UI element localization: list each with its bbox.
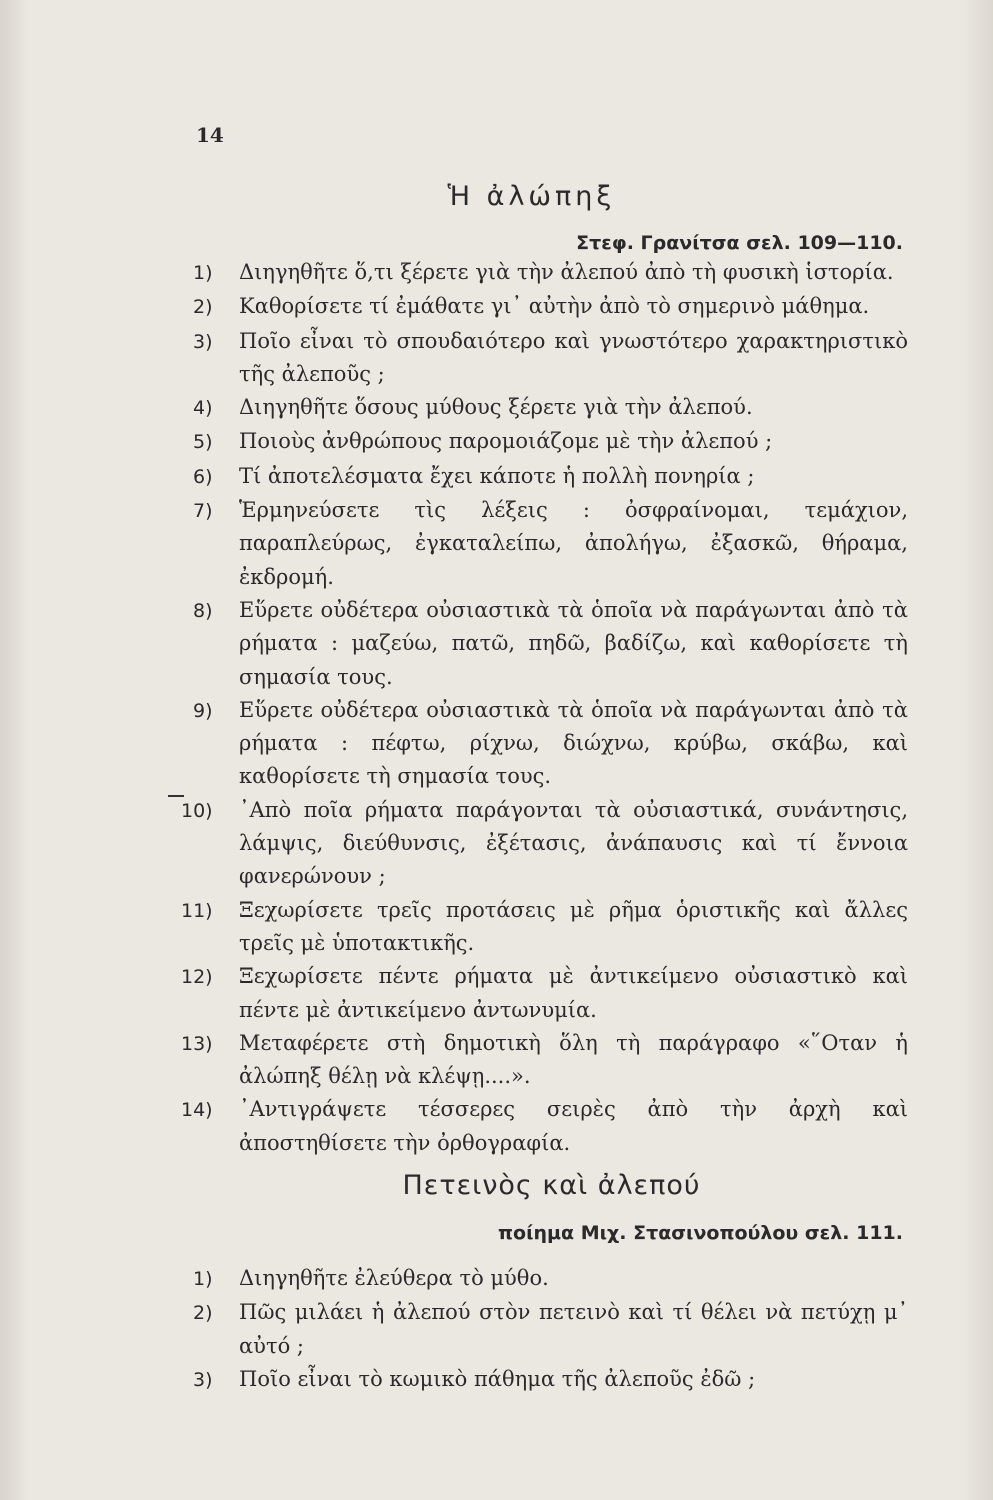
question-item xyxy=(193,391,908,425)
question-text: Πῶς μιλάει ἡ ἀλεπού στὸν πετεινὸ καὶ τί θέλει νὰ πετύχῃ μ᾿ αὐτό ; xyxy=(239,1300,908,1358)
question-number: 2) xyxy=(193,296,213,319)
question-number: 10) xyxy=(181,799,213,822)
question-item xyxy=(193,594,908,694)
question-item xyxy=(193,290,908,324)
question-text: Ξεχωρίσετε τρεῖς προτάσεις μὲ ρῆμα ὁριστικῆς καὶ ἄλλες τρεῖς μὲ ὑποτακτικῆς. xyxy=(239,897,908,955)
question-text: Ξεχωρίσετε πέντε ρήματα μὲ ἀντικείμενο οὐσιαστικὸ καὶ πέντε μὲ ἀντικείμενο ἀντωνυμία. xyxy=(239,964,908,1022)
question-text: ᾿Αντιγράψετε τέσσερες σειρὲς ἀπὸ τὴν ἀρχὴ καὶ ἀποστηθίσετε τὴν ὀρθογραφία. xyxy=(239,1097,908,1155)
question-list xyxy=(181,256,908,1160)
question-text: Ποιοὺς ἀνθρώπους παρομοιάζομε μὲ τὴν ἀλεπού ; xyxy=(239,429,773,454)
question-item xyxy=(181,894,908,961)
section-title: Ἡ ἀλώπηξ xyxy=(447,181,616,212)
question-text: Διηγηθῆτε ὅ,τι ξέρετε γιὰ τὴν ἀλεπού ἀπὸ τὴ φυσικὴ ἱστορία. xyxy=(239,260,894,284)
question-number: 6) xyxy=(193,465,213,488)
question-text: Εὕρετε οὐδέτερα οὐσιαστικὰ τὰ ὁποῖα νὰ παράγωνται ἀπὸ τὰ ρήματα : πέφτω, ρίχνω, διώχνω, κρύβω, σκάβω, καὶ καθορίσετε τὴ σημασία τους. xyxy=(239,697,908,789)
section-source: ποίημα Μιχ. Στασινοπούλου σελ. 111. xyxy=(498,1222,903,1244)
question-number: 8) xyxy=(193,599,213,622)
question-item xyxy=(181,1027,908,1094)
question-text: Μεταφέρετε στὴ δημοτικὴ ὅλη τὴ παράγραφο «῞Οταν ἡ ἀλώπηξ θέλῃ νὰ κλέψῃ....». xyxy=(239,1030,908,1089)
question-item xyxy=(193,1262,908,1296)
question-number: 1) xyxy=(193,1268,213,1290)
question-item xyxy=(181,960,908,1027)
section-source: Στεφ. Γρανίτσα σελ. 109—110. xyxy=(576,232,903,254)
page-number: 14 xyxy=(196,123,224,147)
question-number: 12) xyxy=(181,966,213,989)
question-number: 2) xyxy=(193,1302,213,1325)
question-list xyxy=(193,1262,908,1397)
question-text: Ποῖο εἶναι τὸ κωμικὸ πάθημα τῆς ἀλεποῦς ἐδῶ ; xyxy=(239,1366,756,1391)
question-number: 7) xyxy=(193,500,213,523)
question-item xyxy=(193,460,908,494)
question-item xyxy=(193,425,908,459)
question-number: 13) xyxy=(181,1032,213,1055)
section-title: Πετεινὸς καὶ ἀλεπού xyxy=(402,1170,701,1201)
question-text: Διηγηθῆτε ὅσους μύθους ξέρετε γιὰ τὴν ἀλεπού. xyxy=(239,395,753,420)
question-item xyxy=(193,494,908,594)
question-text: Ποῖο εἶναι τὸ σπουδαιότερο καὶ γνωστότερο χαρακτηριστικὸ τῆς ἀλεποῦς ; xyxy=(239,328,908,386)
question-number: 5) xyxy=(193,431,213,454)
question-item xyxy=(181,1093,908,1160)
question-item xyxy=(193,1296,908,1363)
question-text: Εὕρετε οὐδέτερα οὐσιαστικὰ τὰ ὁποῖα νὰ παράγωνται ἀπὸ τὰ ρήματα : μαζεύω, πατῶ, πηδῶ, βαδίζω, καὶ καθορίσετε τὴ σημασία τους. xyxy=(239,597,908,689)
question-number: 11) xyxy=(181,899,213,922)
question-number: 3) xyxy=(193,1368,213,1391)
question-number: 4) xyxy=(193,397,213,420)
question-text: Καθορίσετε τί ἐμάθατε γι᾿ αὐτὴν ἀπὸ τὸ σημερινὸ μάθημα. xyxy=(239,294,870,319)
question-text: ᾿Απὸ ποῖα ρήματα παράγονται τὰ οὐσιαστικά, συνάντησις, λάμψις, διεύθυνσις, ἐξέτασις, ἀνάπαυσις καὶ τί ἔννοια φανερώνουν ; xyxy=(239,797,908,889)
question-number: 9) xyxy=(193,699,213,722)
question-number: 3) xyxy=(193,330,213,353)
question-item xyxy=(181,794,908,894)
question-text: Τί ἀποτελέσματα ἔχει κάποτε ἡ πολλὴ πονηρία ; xyxy=(239,463,755,488)
question-item xyxy=(193,325,908,392)
question-number: 1) xyxy=(193,262,213,284)
question-item xyxy=(193,256,908,290)
question-text: Διηγηθῆτε ἐλεύθερα τὸ μύθο. xyxy=(239,1266,549,1290)
question-item xyxy=(193,694,908,794)
question-text: Ἑρμηνεύσετε τὶς λέξεις : ὀσφραίνομαι, τεμάχιον, παραπλεύρως, ἐγκαταλείπω, ἀπολήγω, ἐξασκῶ, θήραμα, ἐκδρομή. xyxy=(239,498,908,589)
question-item xyxy=(193,1363,908,1397)
question-number: 14) xyxy=(181,1099,213,1122)
